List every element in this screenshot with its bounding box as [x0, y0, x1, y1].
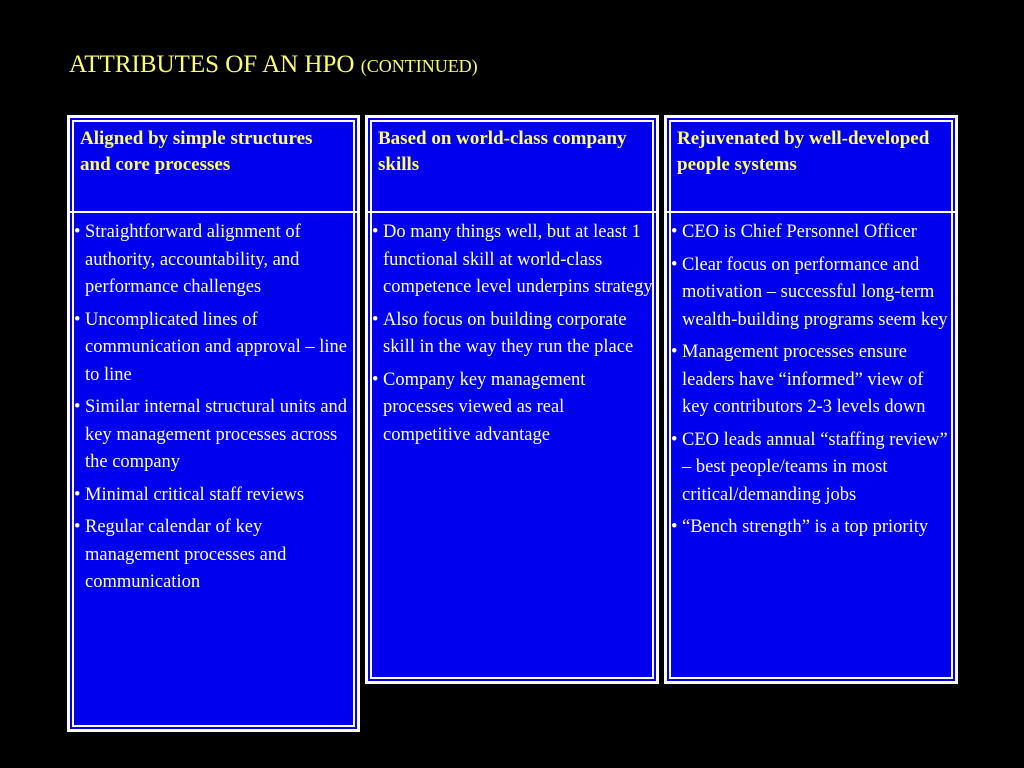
slide-title-main: ATTRIBUTES OF AN HPO	[69, 51, 355, 78]
bullet-list	[74, 219, 355, 597]
bullet-item: • Also focus on building corporate skill in the way they run the place	[372, 307, 654, 362]
bullet-item: • Company key management processes viewed as real competitive advantage	[372, 367, 654, 450]
column-heading: Based on world-class company skills	[378, 128, 627, 175]
bullet-item: • CEO is Chief Personnel Officer	[671, 219, 953, 247]
bullet-item: • Similar internal structural units and key management processes across the company	[74, 394, 355, 477]
column-card-skills	[365, 115, 659, 684]
column-body	[667, 213, 955, 547]
bullet-item: • Regular calendar of key management processes and communication	[74, 514, 355, 597]
bullet-list	[671, 219, 953, 542]
column-heading: Aligned by simple structures and core processes	[80, 128, 313, 175]
bullet-item: • CEO leads annual “staffing review” – best people/teams in most critical/demanding jobs	[671, 427, 953, 510]
column-header	[70, 118, 357, 213]
column-header	[667, 118, 955, 213]
bullet-item: • Minimal critical staff reviews	[74, 482, 355, 510]
bullet-item: • Do many things well, but at least 1 functional skill at world-class competence level underpins strategy	[372, 219, 654, 302]
slide-title	[69, 50, 478, 81]
column-body	[368, 213, 656, 454]
bullet-item: • Clear focus on performance and motivation – successful long-term wealth-building programs seem key	[671, 252, 953, 335]
slide-title-sub: (CONTINUED)	[360, 56, 478, 76]
bullet-item: • “Bench strength” is a top priority	[671, 514, 953, 542]
column-heading: Rejuvenated by well-developed people systems	[677, 128, 930, 175]
bullet-list	[372, 219, 654, 449]
column-body	[70, 213, 357, 602]
column-card-people-systems	[664, 115, 958, 684]
column-header	[368, 118, 656, 213]
column-card-structures	[67, 115, 360, 732]
bullet-item: • Uncomplicated lines of communication and approval – line to line	[74, 307, 355, 390]
bullet-item: • Management processes ensure leaders have “informed” view of key contributors 2-3 levels down	[671, 339, 953, 422]
bullet-item: • Straightforward alignment of authority, accountability, and performance challenges	[74, 219, 355, 302]
